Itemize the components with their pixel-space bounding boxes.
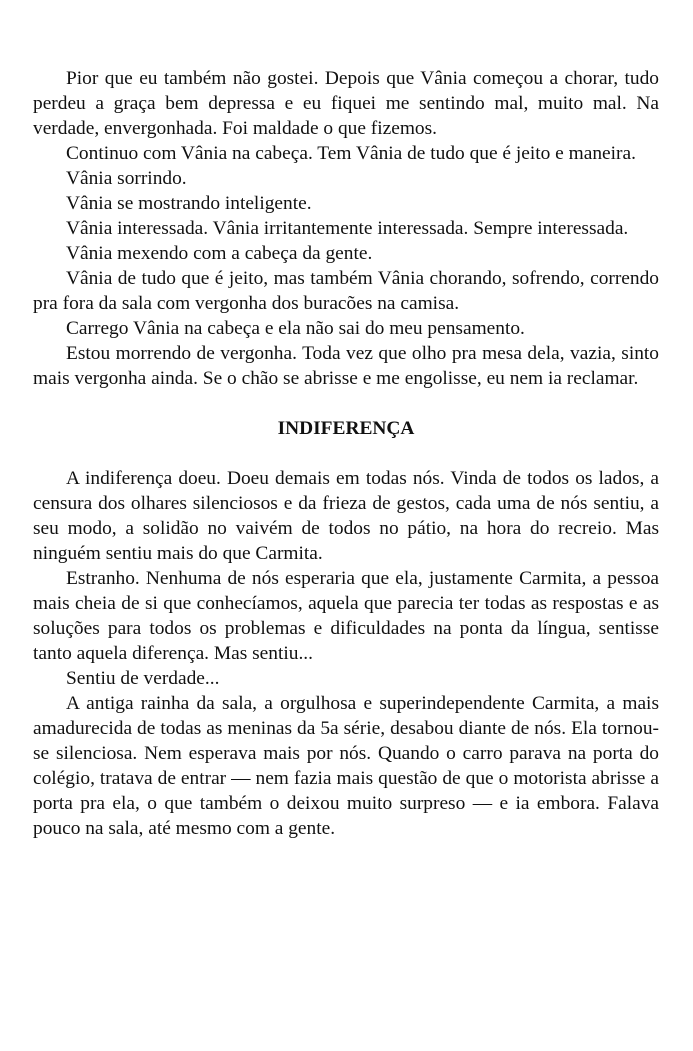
paragraph: Vânia sorrindo. (66, 168, 187, 189)
section-heading: INDIFERENÇA (277, 418, 415, 439)
paragraph: Carrego Vânia na cabeça e ela não sai do meu pensamento. (66, 318, 525, 339)
document-page (33, 66, 659, 841)
paragraph: Estranho. Nenhuma de nós esperaria que ela, justamente Carmita, a pessoa mais cheia de si que conhecíamos, aquela que parecia ter todas as respostas e as soluções para todos os problemas e dificuldades na ponta da língua, sentisse tanto aquela diferença. Mas sentiu... (33, 568, 659, 664)
paragraph: A antiga rainha da sala, a orgulhosa e superindependente Carmita, a mais amadurecida de todas as meninas da 5a série, desabou diante de nós. Ela tornou-se silenciosa. Nem esperava mais por nós. Quando o carro parava na porta do colégio, tratava de entrar — nem fazia mais questão de que o motorista abrisse a porta pra ela, o que também o deixou muito surpreso — e ia embora. Falava pouco na sala, até mesmo com a gente. (33, 693, 659, 839)
section-vania (33, 66, 659, 391)
paragraph: Pior que eu também não gostei. Depois que Vânia começou a chorar, tudo perdeu a graça bem depressa e eu fiquei me sentindo mal, muito mal. Na verdade, envergonhada. Foi maldade o que fizemos. (33, 68, 659, 139)
paragraph: A indiferença doeu. Doeu demais em todas nós. Vinda de todos os lados, a censura dos olhares silenciosos e da frieza de gestos, cada uma de nós sentiu, a seu modo, a solidão no vaivém de todos no pátio, na hora do recreio. Mas ninguém sentiu mais do que Carmita. (33, 468, 659, 564)
paragraph: Sentiu de verdade... (66, 668, 220, 689)
paragraph: Estou morrendo de vergonha. Toda vez que olho pra mesa dela, vazia, sinto mais vergonha ainda. Se o chão se abrisse e me engolisse, eu nem ia reclamar. (33, 343, 659, 389)
paragraph: Vânia interessada. Vânia irritantemente interessada. Sempre interessada. (66, 218, 629, 239)
section-indiferenca (33, 466, 659, 841)
paragraph: Vânia mexendo com a cabeça da gente. (66, 243, 373, 264)
paragraph: Continuo com Vânia na cabeça. Tem Vânia de tudo que é jeito e maneira. (66, 143, 636, 164)
paragraph: Vânia de tudo que é jeito, mas também Vânia chorando, sofrendo, correndo pra fora da sala com vergonha dos buracões na camisa. (33, 268, 659, 314)
paragraph: Vânia se mostrando inteligente. (66, 193, 312, 214)
